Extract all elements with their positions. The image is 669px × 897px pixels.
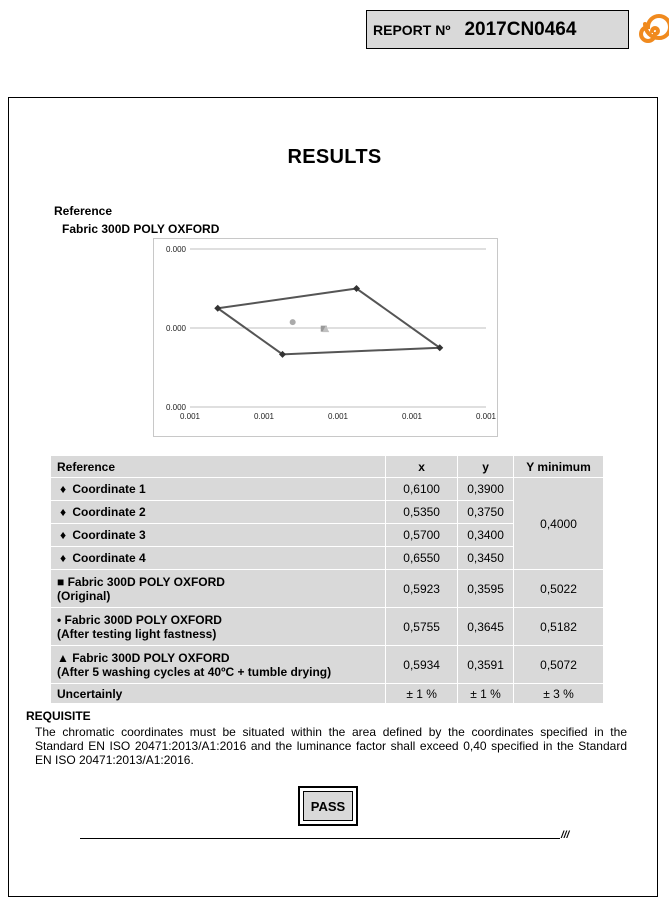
reference-fabric: Fabric 300D POLY OXFORD [62,222,220,236]
sample-ymin: 0,5022 [514,570,604,608]
coordinate-name: Coordinate 4 [72,551,146,565]
uncertainty-x: ± 1 % [386,684,458,704]
coordinate-x: 0,5700 [386,524,458,547]
header-x: x [386,456,458,478]
uncertainty-row [51,684,604,704]
report-number: 2017CN0464 [464,18,577,40]
coordinate-y: 0,3750 [458,501,514,524]
sample-point-circle [290,319,296,325]
sample-ymin: 0,5182 [514,608,604,646]
coordinate-polygon [218,289,440,355]
pass-verdict-box [298,786,358,826]
diamond-bullet-icon: ♦ [59,551,67,565]
x-tick-label: 0.001 [327,412,349,421]
coordinate-x: 0,6550 [386,547,458,570]
coordinate-name: Coordinate 1 [72,482,146,496]
report-number-box [366,10,629,49]
coordinate-name: Coordinate 3 [72,528,146,542]
header-ymin: Y minimum [514,456,604,478]
coordinate-x: 0,5350 [386,501,458,524]
table-header-row [51,456,604,478]
page-title: RESULTS [287,146,382,168]
diamond-bullet-icon: ♦ [59,505,67,519]
y-tick-label: 0.000 [165,403,186,412]
x-tick-label: 0.001 [475,412,497,421]
sample-label [51,646,386,684]
coordinate-y: 0,3900 [458,478,514,501]
sample-label [51,608,386,646]
requisite-title: REQUISITE [26,709,91,723]
uncertainty-label: Uncertainly [51,684,386,704]
pass-verdict: PASS [303,791,353,821]
coordinate-name: Coordinate 2 [72,505,146,519]
table-row [51,570,604,608]
report-label: REPORT Nº [373,21,451,38]
uncertainty-y: ± 1 % [458,684,514,704]
x-tick-label: 0.001 [253,412,275,421]
coordinate-y: 0,3450 [458,547,514,570]
coordinate-y: 0,3400 [458,524,514,547]
requisite-text: The chromatic coordinates must be situated within the area defined by the coordinates specified in the Standard EN ISO 20471:2013/A1:2016 and the luminance factor shall exceed 0,40 specified in the Standard EN ISO 20471:2013/A1:2016. [35,725,627,767]
sample-y: 0,3645 [458,608,514,646]
coordinate-label [51,524,386,547]
coordinates-ymin: 0,4000 [514,478,604,570]
uncertainty-ymin: ± 3 % [514,684,604,704]
sample-y: 0,3595 [458,570,514,608]
sample-name: • Fabric 300D POLY OXFORD [57,612,222,627]
signature-end: /// [561,830,570,841]
sample-name: ■ Fabric 300D POLY OXFORD [57,574,225,589]
coordinate-x: 0,6100 [386,478,458,501]
y-tick-label: 0.000 [165,324,186,333]
header-reference: Reference [51,456,386,478]
reference-label: Reference [54,204,113,218]
results-table [50,455,604,704]
coordinate-label [51,547,386,570]
y-tick-label: 0.000 [165,245,186,254]
sample-x: 0,5755 [386,608,458,646]
x-tick-label: 0.001 [179,412,201,421]
sample-name: ▲ Fabric 300D POLY OXFORD [57,650,230,665]
sample-x: 0,5934 [386,646,458,684]
x-tick-label: 0.001 [401,412,423,421]
table-row [51,646,604,684]
signature-line [80,838,560,839]
diamond-bullet-icon: ♦ [59,528,67,542]
sample-condition: (After testing light fastness) [57,626,217,641]
diamond-bullet-icon: ♦ [59,482,67,496]
table-row [51,478,604,501]
sample-x: 0,5923 [386,570,458,608]
table-row [51,608,604,646]
sample-label [51,570,386,608]
sample-ymin: 0,5072 [514,646,604,684]
sample-y: 0,3591 [458,646,514,684]
chart-svg [154,239,499,438]
coordinate-label [51,501,386,524]
coordinate-label [51,478,386,501]
sample-condition: (Original) [57,588,111,603]
spiral-logo-icon [634,13,669,49]
sample-condition: (After 5 washing cycles at 40ºC + tumble drying) [57,664,332,679]
header-y: y [458,456,514,478]
chromaticity-chart [153,238,498,437]
